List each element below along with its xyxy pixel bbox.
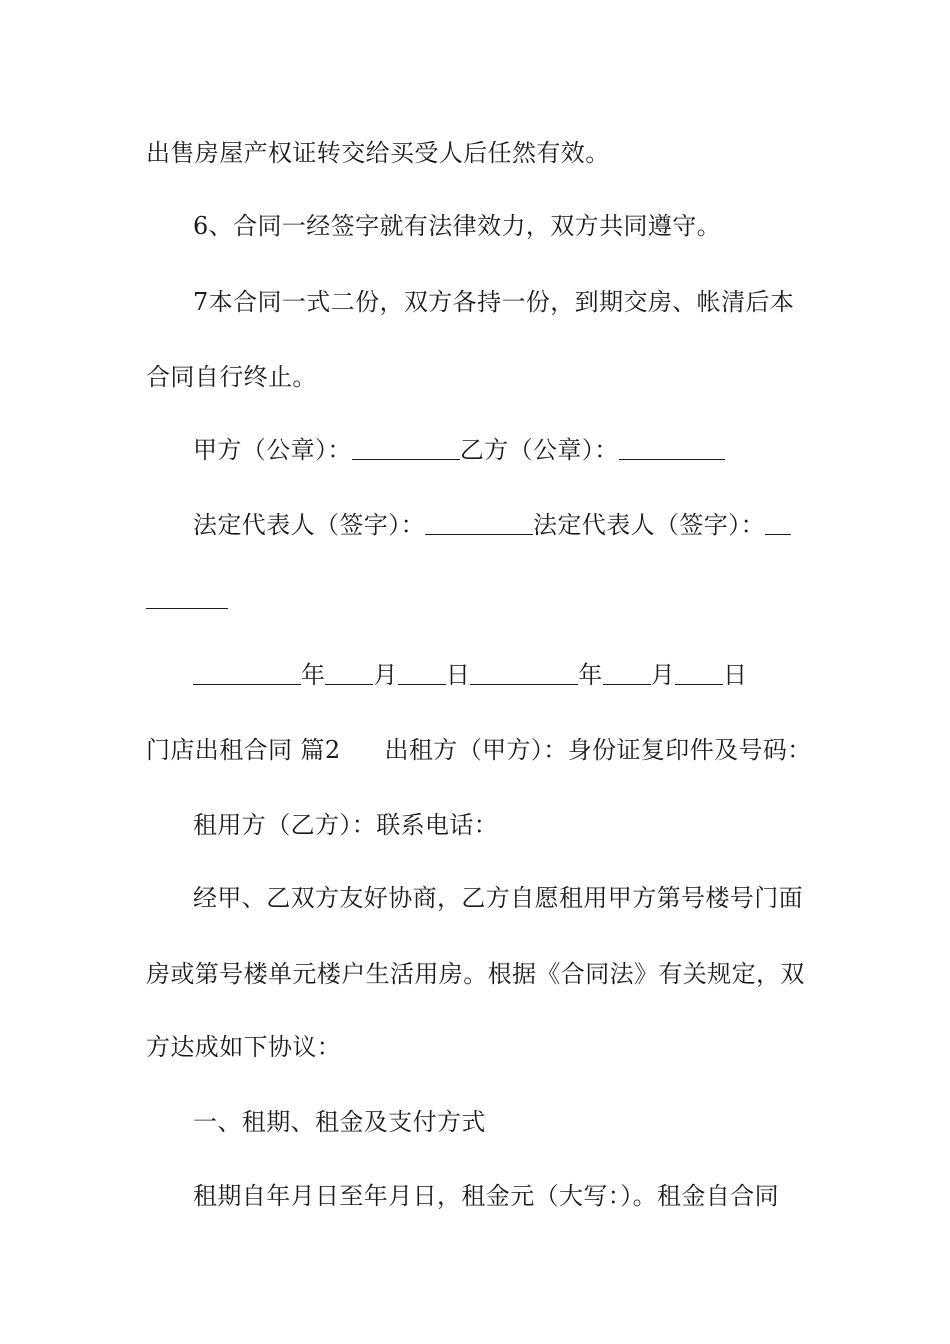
legal-rep-b-blank[interactable]	[765, 510, 791, 535]
day-b-label: 日	[723, 661, 748, 689]
paragraph-clause-6: 6、合同一经签字就有法律效力，双方共同遵守。	[193, 212, 722, 240]
month-a-blank[interactable]	[325, 660, 373, 685]
month-a-label: 月	[373, 661, 398, 689]
paragraph-clause-7-line1: 7本合同一式二份，双方各持一份，到期交房、帐清后本	[193, 288, 795, 316]
intro-line2: 房或第号楼单元楼户生活用房。根据《合同法》有关规定，双	[146, 960, 805, 988]
day-b-blank[interactable]	[675, 660, 723, 685]
date-line	[193, 658, 863, 692]
legal-rep-line	[193, 508, 863, 542]
paragraph-clause-7-line2: 合同自行终止。	[146, 363, 317, 391]
legal-rep-continuation	[146, 582, 816, 616]
legal-rep-b-blank-continued[interactable]	[146, 584, 228, 609]
contract2-title: 门店出租合同 篇2	[146, 736, 341, 764]
year-a-label: 年	[301, 661, 326, 689]
party-b-seal-blank[interactable]	[619, 435, 725, 460]
lessor-label: 出租方（甲方）：身份证复印件及号码：	[384, 736, 812, 764]
day-a-label: 日	[445, 661, 471, 689]
intro-line1: 经甲、乙双方友好协商，乙方自愿租用甲方第号楼号门面	[193, 884, 803, 912]
party-a-seal-label: 甲方（公章）：	[193, 436, 352, 464]
contract2-title-line	[146, 733, 816, 767]
section1-heading: 一、租期、租金及支付方式	[193, 1108, 486, 1136]
month-b-blank[interactable]	[603, 660, 651, 685]
legal-rep-a-label: 法定代表人（签字）：	[193, 511, 425, 539]
legal-rep-b-label: 法定代表人（签字）：	[533, 511, 765, 539]
day-a-blank[interactable]	[398, 660, 446, 685]
year-a-blank[interactable]	[193, 660, 301, 685]
year-b-blank[interactable]	[470, 660, 578, 685]
seal-line	[193, 433, 863, 467]
intro-line3: 方达成如下协议：	[146, 1033, 342, 1061]
party-b-seal-label: 乙方（公章）：	[459, 436, 619, 464]
year-b-label: 年	[578, 661, 603, 689]
paragraph-validity: 出售房屋产权证转交给买受人后任然有效。	[146, 139, 610, 167]
lessee-line: 租用方（乙方）：联系电话：	[193, 811, 499, 839]
section1-line1: 租期自年月日至年月日，租金元（大写：）。租金自合同	[193, 1182, 779, 1210]
party-a-seal-blank[interactable]	[352, 435, 460, 460]
month-b-label: 月	[650, 661, 676, 689]
legal-rep-a-blank[interactable]	[425, 510, 533, 535]
